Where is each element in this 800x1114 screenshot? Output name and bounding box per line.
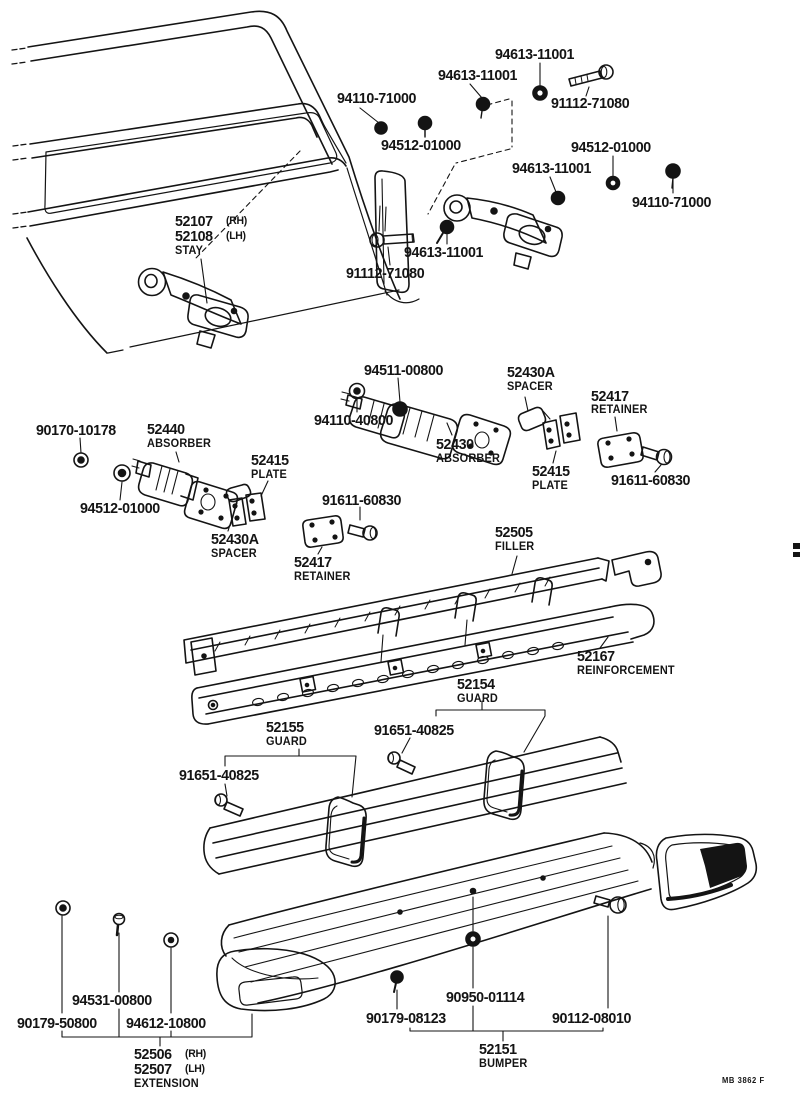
- label-extension-name: EXTENSION: [134, 1078, 199, 1090]
- label-94613-11001-b: 94613-11001: [438, 67, 518, 84]
- bolt-90112-08010: [594, 896, 626, 913]
- label-52507-lh: (LH): [185, 1063, 205, 1075]
- leader-lines: [62, 63, 673, 1046]
- nut-94110-left: [375, 122, 387, 134]
- retainer-right-52417: [598, 433, 643, 467]
- label-absorber-a: ABSORBER: [436, 453, 501, 465]
- label-stay-name: STAY: [175, 245, 204, 257]
- nut-94511-00800: [393, 402, 407, 416]
- label-52430: 52430: [436, 436, 474, 453]
- label-94612-10800: 94612-10800: [126, 1015, 206, 1032]
- label-94110-40800: 94110-40800: [314, 412, 394, 429]
- grommet-94612-10800: [164, 933, 178, 947]
- label-90179-50800: 90179-50800: [17, 1015, 97, 1032]
- label-52506: 52506: [134, 1046, 172, 1063]
- label-52417-b: 52417: [294, 554, 332, 571]
- label-52151: 52151: [479, 1041, 517, 1058]
- label-52430a-b: 52430A: [211, 531, 259, 548]
- plate-right-52415: [543, 413, 580, 449]
- label-94512-01000-c: 94512-01000: [80, 500, 160, 517]
- nut-90179-50800: [56, 901, 70, 915]
- label-bumper-name: BUMPER: [479, 1058, 528, 1070]
- guard-right-52154: [484, 751, 524, 819]
- car-body-drawing: [12, 11, 400, 353]
- label-91112-71080-b: 91112-71080: [346, 265, 425, 282]
- label-52154: 52154: [457, 676, 495, 693]
- label-91112-71080-a: 91112-71080: [551, 95, 630, 112]
- bottom-fasteners: [56, 752, 626, 992]
- label-94511-00800: 94511-00800: [364, 362, 444, 379]
- label-spacer-a: SPACER: [507, 381, 553, 393]
- label-52167: 52167: [577, 648, 615, 665]
- label-52417-a: 52417: [591, 388, 629, 405]
- screw-91651-right: [388, 752, 415, 774]
- extension-right-drawing: [656, 834, 756, 909]
- label-52155: 52155: [266, 719, 304, 736]
- stud-90179-08123: [391, 971, 403, 992]
- label-52440: 52440: [147, 421, 185, 438]
- label-52108-lh: (LH): [226, 230, 246, 242]
- label-52108: 52108: [175, 228, 213, 245]
- label-retainer-a: RETAINER: [591, 404, 648, 416]
- label-52506-rh: (RH): [185, 1048, 206, 1060]
- guard-bar-drawing: [204, 737, 626, 874]
- label-reinforcement-name: REINFORCEMENT: [577, 665, 675, 677]
- label-90950-01114: 90950-01114: [446, 989, 525, 1006]
- label-52107-rh: (RH): [226, 215, 247, 227]
- stud-94613-mid: [437, 221, 454, 244]
- label-52415-b: 52415: [532, 463, 570, 480]
- spacer-upper-52430a: [519, 408, 551, 431]
- screw-91651-left: [215, 794, 243, 816]
- page-edge-mark: [793, 543, 800, 557]
- grommet-94613-a: [533, 86, 547, 100]
- screw-91611-left: [348, 525, 377, 540]
- absorber-left-52440: [132, 459, 237, 528]
- grommet-94512-left: [114, 465, 130, 481]
- label-plate-b: PLATE: [532, 480, 568, 492]
- bumper-drawing: [217, 833, 756, 1011]
- label-52415-a: 52415: [251, 452, 289, 469]
- clip-90950-01114: [466, 897, 480, 946]
- label-94613-11001-c: 94613-11001: [512, 160, 592, 177]
- stay-left-drawing: [139, 269, 249, 349]
- extension-left-52506: [217, 949, 335, 1011]
- label-filler-name: FILLER: [495, 541, 535, 553]
- label-52430a-a: 52430A: [507, 364, 555, 381]
- label-94512-01000-a: 94512-01000: [381, 137, 461, 154]
- footer-plate-code: MB 3862 F: [722, 1076, 765, 1085]
- label-90179-08123: 90179-08123: [366, 1010, 446, 1027]
- label-91611-60830-a: 91611-60830: [322, 492, 402, 509]
- nut-94110-40800: [350, 384, 365, 399]
- label-90170-10178: 90170-10178: [36, 422, 116, 439]
- label-91651-40825-b: 91651-40825: [179, 767, 259, 784]
- label-52107: 52107: [175, 213, 213, 230]
- screw-94531-00800: [114, 914, 125, 936]
- grommet-94512-right: [607, 177, 620, 190]
- nut-94613-b: [477, 98, 490, 119]
- label-94110-71000-b: 94110-71000: [632, 194, 712, 211]
- label-91651-40825-a: 91651-40825: [374, 722, 454, 739]
- label-plate-a: PLATE: [251, 469, 287, 481]
- label-91611-60830-b: 91611-60830: [611, 472, 691, 489]
- screw-91611-right: [641, 447, 672, 465]
- label-spacer-b: SPACER: [211, 548, 257, 560]
- label-absorber-b: ABSORBER: [147, 438, 212, 450]
- label-94613-11001-a: 94613-11001: [495, 46, 575, 63]
- label-52507: 52507: [134, 1061, 172, 1078]
- nut-94613-right: [552, 192, 565, 205]
- tail-panel-drawing: [370, 171, 419, 303]
- retainer-left-52417: [303, 516, 343, 547]
- bolt-91112-71080-upper: [569, 65, 613, 86]
- label-94613-11001-d: 94613-11001: [404, 244, 484, 261]
- label-guard-a: GUARD: [457, 693, 499, 705]
- label-94531-00800: 94531-00800: [72, 992, 152, 1009]
- label-94512-01000-b: 94512-01000: [571, 139, 651, 156]
- label-94110-71000-a: 94110-71000: [337, 90, 417, 107]
- label-retainer-b: RETAINER: [294, 571, 351, 583]
- label-52505: 52505: [495, 524, 533, 541]
- nut-90170-10178: [74, 453, 88, 467]
- label-90112-08010: 90112-08010: [552, 1010, 632, 1027]
- label-guard-b: GUARD: [266, 736, 308, 748]
